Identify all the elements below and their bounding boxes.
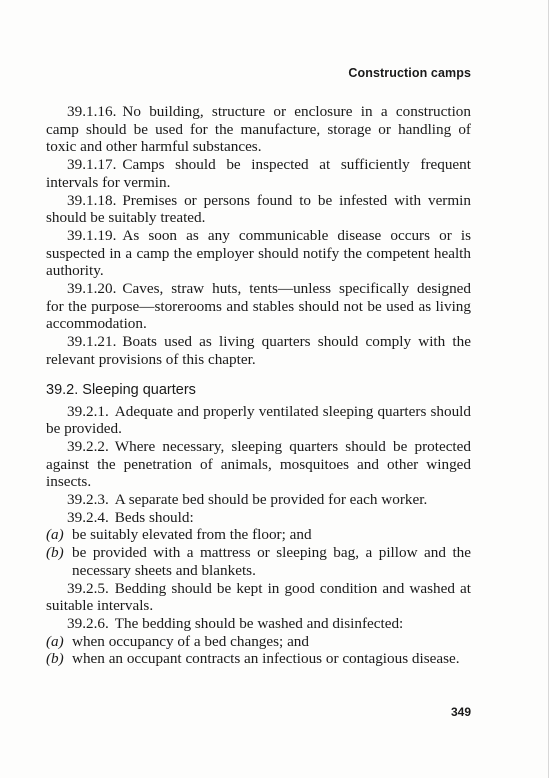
paragraph-text: As soon as any communicable disease occurs or is suspected in a camp the employer should notify the competent health authority.	[46, 226, 471, 280]
paragraph-text: The bedding should be washed and disinfected:	[114, 614, 404, 632]
paragraph-text: A separate bed should be provided for each worker.	[114, 491, 428, 509]
paragraph-text: Premises or persons found to be infested with vermin should be suitably treated.	[46, 191, 471, 227]
paragraph-text: No building, structure or enclosure in a construction camp should be used for the manufacture, storage or handling of toxic and other harmful substances.	[46, 103, 471, 156]
paragraph-number: 39.2.2.	[67, 437, 109, 455]
list-item-label: (b)	[46, 544, 64, 562]
paragraph-39-1-17	[46, 156, 471, 191]
paragraph-text: Caves, straw huts, tents—unless specifically designed for the purpose—storerooms and stables should not be used as living accommodation.	[46, 280, 471, 333]
running-head: Construction camps	[348, 66, 471, 80]
list-item-label: (a)	[46, 632, 64, 650]
paragraph-number: 39.1.18.	[67, 191, 117, 209]
paragraph-number: 39.2.1.	[67, 402, 109, 420]
list-item-text: be suitably elevated from the floor; and	[72, 526, 312, 544]
paragraph-number: 39.2.4.	[67, 508, 109, 526]
list-item	[46, 650, 471, 668]
paragraph-39-2-3	[46, 491, 471, 509]
paragraph-39-2-6	[46, 615, 471, 633]
list-item-label: (b)	[46, 650, 64, 668]
paragraph-text: Adequate and properly ventilated sleeping quarters should be provided.	[46, 402, 471, 438]
paragraph-number: 39.1.16.	[67, 103, 117, 120]
paragraph-39-1-19	[46, 227, 471, 280]
paragraph-39-2-5	[46, 580, 471, 615]
paragraph-number: 39.1.19.	[67, 226, 117, 244]
paragraph-39-1-18	[46, 192, 471, 227]
paragraph-number: 39.1.17.	[67, 156, 117, 174]
paragraph-number: 39.2.5.	[67, 579, 109, 597]
list-item-text: be provided with a mattress or sleeping bag, a pillow and the necessary sheets and blankets.	[72, 544, 471, 579]
paragraph-number: 39.2.6.	[67, 614, 109, 632]
list-item-text: when an occupant contracts an infectious or contagious disease.	[72, 650, 460, 668]
paragraph-39-2-2	[46, 438, 471, 491]
section-heading: 39.2. Sleeping quarters	[46, 381, 196, 398]
list-item-text: when occupancy of a bed changes; and	[72, 632, 309, 650]
list-item-label: (a)	[46, 526, 64, 544]
paragraph-text: Beds should:	[114, 508, 194, 526]
paragraph-text: Boats used as living quarters should comply with the relevant provisions of this chapter.	[46, 333, 471, 368]
paragraph-39-2-1	[46, 403, 471, 438]
list-item	[46, 633, 471, 651]
paragraph-number: 39.1.20.	[67, 280, 117, 298]
paragraph-text: Camps should be inspected at sufficiently frequent intervals for vermin.	[46, 156, 471, 191]
paragraph-text: Bedding should be kept in good condition and washed at suitable intervals.	[46, 579, 471, 615]
page-number: 349	[450, 705, 471, 719]
paragraph-text: Where necessary, sleeping quarters should be protected against the penetration of animals, mosquitoes and other winged insects.	[46, 437, 471, 491]
paragraph-39-1-16	[46, 103, 471, 156]
paragraph-number: 39.1.21.	[67, 333, 117, 351]
paragraph-39-2-4	[46, 509, 471, 527]
list-item	[46, 544, 471, 579]
body-text	[46, 103, 471, 668]
paragraph-39-1-20	[46, 280, 471, 333]
paragraph-39-1-21	[46, 333, 471, 368]
list-item	[46, 526, 471, 544]
paragraph-number: 39.2.3.	[67, 491, 109, 509]
